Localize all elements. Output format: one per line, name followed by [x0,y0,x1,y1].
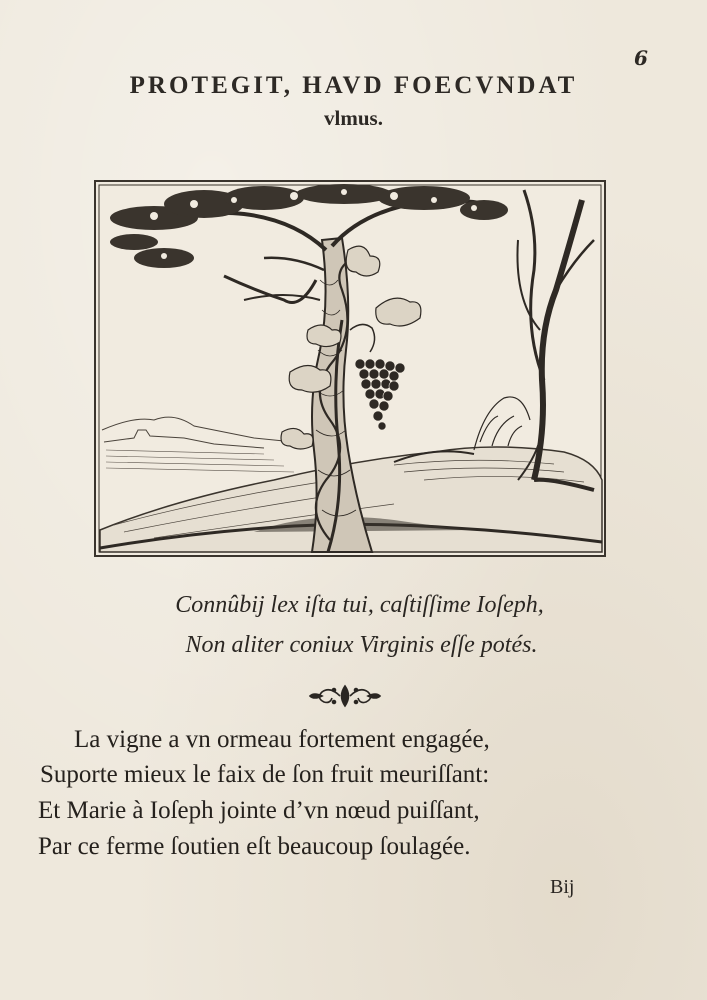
latin-verse-line: Non aliter coniux Virginis eſſe potés. [185,632,538,658]
emblem-motto-continued: vlmus. [324,106,383,130]
engraving-elm-and-vine-icon [94,180,606,557]
signature-mark: Bij [550,876,575,898]
french-verse-line: Et Marie à Ioſeph jointe d’vn nœud puiſſant, [38,797,480,824]
french-verse-line: Suporte mieux le faix de ſon fruit meuriſſant: [40,761,490,788]
page-number: 6 [634,46,648,70]
fleuron-ornament-icon [308,682,382,710]
latin-verse-line: Connûbij lex iſta tui, caſtiſſime Ioſeph, [175,592,544,618]
french-verse-line: Par ce ferme ſoutien eſt beaucoup ſoulagée. [38,833,471,860]
french-verse-line: La vigne a vn ormeau fortement engagée, [74,726,490,753]
emblem-motto: PROTEGIT, HAVD FOECVNDAT [129,72,578,99]
